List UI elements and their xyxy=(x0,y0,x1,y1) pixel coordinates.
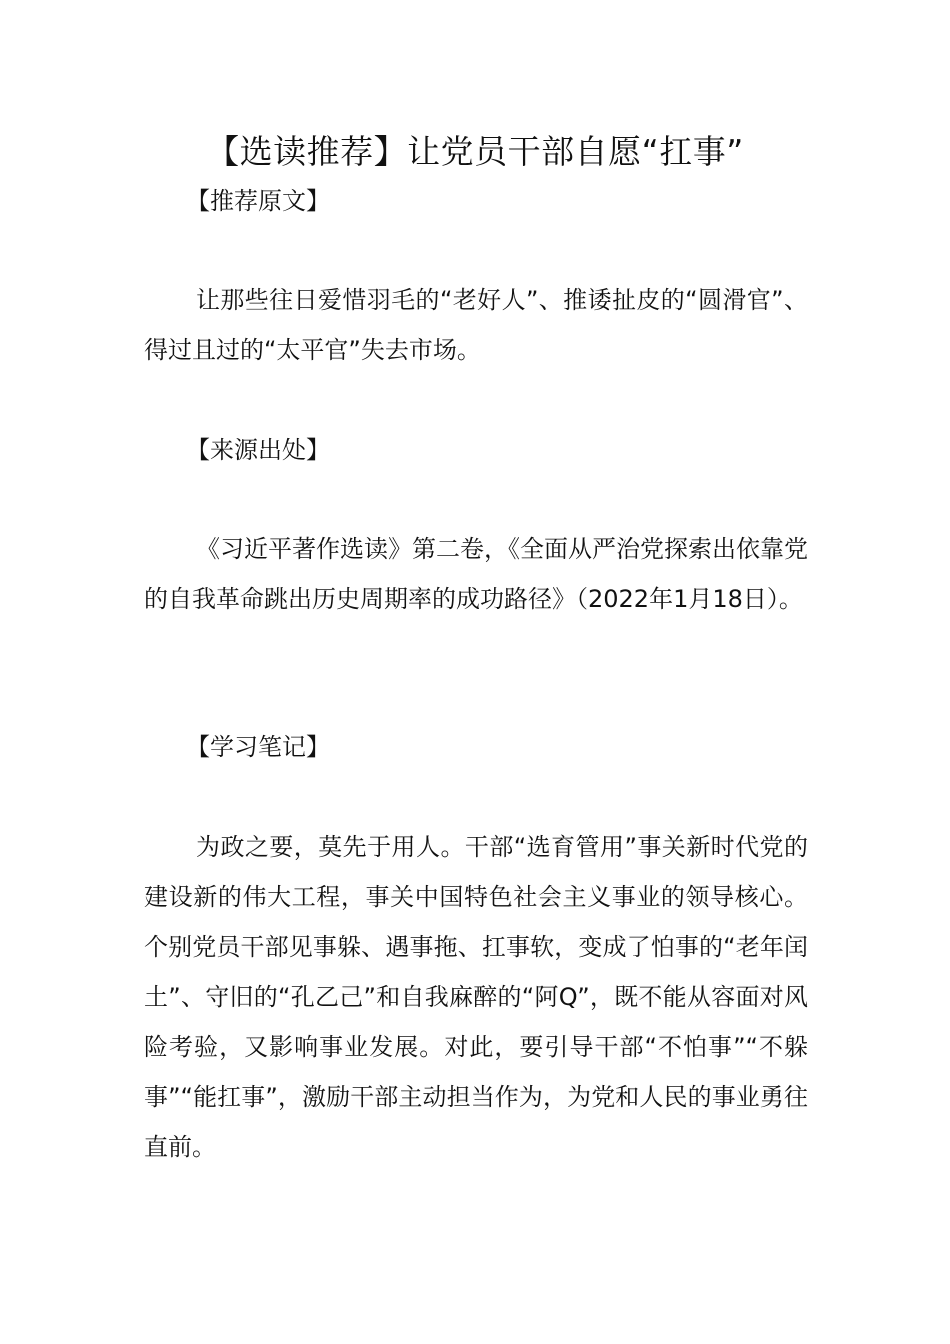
document-title: 【选读推荐】让党员干部自愿“扛事” xyxy=(206,132,744,171)
section-heading-source: 【来源出处】 xyxy=(186,436,330,464)
section-heading-recommended-text: 【推荐原文】 xyxy=(186,187,330,215)
section-body-study-notes: 为政之要，莫先于用人。干部“选育管用”事关新时代党的建设新的伟大工程，事关中国特色社会主义事业的领导核心。个别党员干部见事躲、遇事拖、扛事软，变成了怕事的“老年闰土”、守旧的“孔乙己”和自我麻醉的“阿Q”，既不能从容面对风险考验，又影响事业发展。对此，要引导干部“不怕事”“不躲事”“能扛事”，激励干部主动担当作为，为党和人民的事业勇往直前。 xyxy=(144,833,808,1161)
section-heading-study-notes: 【学习笔记】 xyxy=(186,733,330,761)
section-body-source: 《习近平著作选读》第二卷，《全面从严治党探索出依靠党的自我革命跳出历史周期率的成功路径》（2022年1月18日）。 xyxy=(144,535,808,613)
section-body-recommended-text: 让那些往日爱惜羽毛的“老好人”、推诿扯皮的“圆滑官”、得过且过的“太平官”失去市场。 xyxy=(144,286,808,364)
